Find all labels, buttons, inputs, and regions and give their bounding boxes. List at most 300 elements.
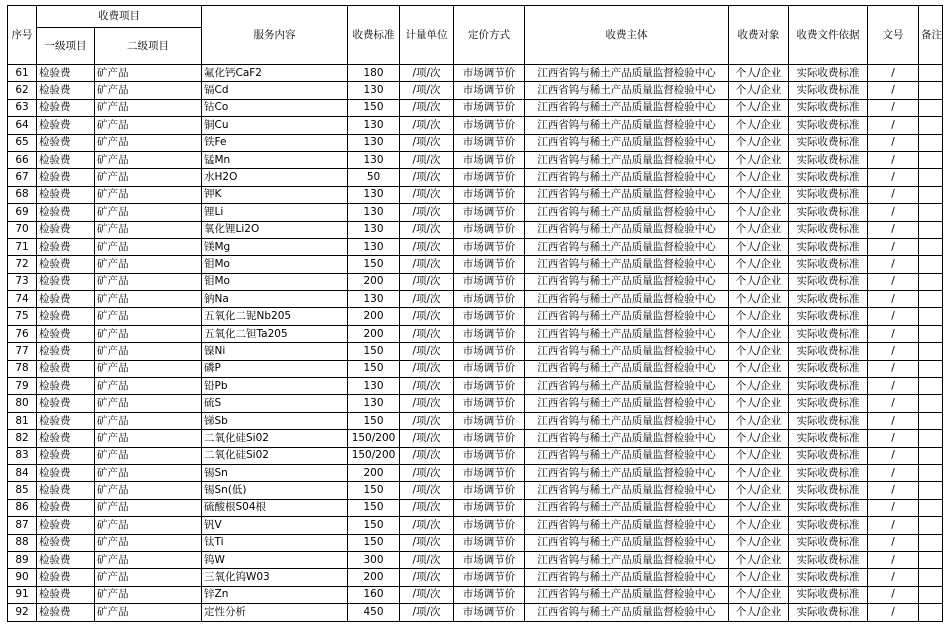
- cell-service: 镉Cd: [202, 82, 348, 99]
- cell-seq: 71: [8, 238, 37, 255]
- cell-level2: 矿产品: [95, 65, 202, 82]
- cell-pricing: 市场调节价: [454, 186, 525, 203]
- cell-level2: 矿产品: [95, 82, 202, 99]
- cell-subject: 江西省钨与稀土产品质量监督检验中心: [525, 360, 729, 377]
- cell-target: 个人/企业: [729, 360, 789, 377]
- cell-remark: [919, 221, 943, 238]
- cell-basis: 实际收费标准: [789, 186, 868, 203]
- cell-unit: /项/次: [400, 291, 454, 308]
- cell-level1: 检验费: [37, 169, 95, 186]
- cell-standard: 300: [348, 551, 400, 568]
- cell-subject: 江西省钨与稀土产品质量监督检验中心: [525, 464, 729, 481]
- cell-unit: /项/次: [400, 569, 454, 586]
- cell-subject: 江西省钨与稀土产品质量监督检验中心: [525, 134, 729, 151]
- cell-standard: 150: [348, 343, 400, 360]
- cell-level2: 矿产品: [95, 569, 202, 586]
- cell-level1: 检验费: [37, 378, 95, 395]
- cell-service: 钒V: [202, 517, 348, 534]
- cell-basis: 实际收费标准: [789, 325, 868, 342]
- cell-subject: 江西省钨与稀土产品质量监督检验中心: [525, 169, 729, 186]
- cell-level2: 矿产品: [95, 117, 202, 134]
- cell-basis: 实际收费标准: [789, 378, 868, 395]
- table-body: [8, 65, 943, 622]
- cell-level1: 检验费: [37, 82, 95, 99]
- cell-remark: [919, 151, 943, 168]
- cell-seq: 84: [8, 464, 37, 481]
- cell-standard: 200: [348, 273, 400, 290]
- cell-standard: 450: [348, 604, 400, 621]
- cell-basis: 实际收费标准: [789, 360, 868, 377]
- cell-level2: 矿产品: [95, 482, 202, 499]
- cell-basis: 实际收费标准: [789, 551, 868, 568]
- cell-service: 二氧化硅Si02: [202, 447, 348, 464]
- table-row: [8, 395, 943, 412]
- table-row: [8, 464, 943, 481]
- cell-level1: 检验费: [37, 117, 95, 134]
- cell-remark: [919, 395, 943, 412]
- cell-subject: 江西省钨与稀土产品质量监督检验中心: [525, 412, 729, 429]
- table-row: [8, 360, 943, 377]
- table-row: [8, 117, 943, 134]
- cell-subject: 江西省钨与稀土产品质量监督检验中心: [525, 82, 729, 99]
- cell-doc-no: /: [868, 186, 919, 203]
- cell-service: 钾K: [202, 186, 348, 203]
- cell-unit: /项/次: [400, 134, 454, 151]
- cell-service: 铁Fe: [202, 134, 348, 151]
- cell-pricing: 市场调节价: [454, 151, 525, 168]
- cell-target: 个人/企业: [729, 412, 789, 429]
- cell-subject: 江西省钨与稀土产品质量监督检验中心: [525, 482, 729, 499]
- cell-service: 氟化钙CaF2: [202, 65, 348, 82]
- cell-subject: 江西省钨与稀土产品质量监督检验中心: [525, 517, 729, 534]
- cell-pricing: 市场调节价: [454, 360, 525, 377]
- cell-standard: 180: [348, 65, 400, 82]
- header-target: 收费对象: [729, 6, 789, 65]
- table-row: [8, 378, 943, 395]
- cell-doc-no: /: [868, 551, 919, 568]
- cell-seq: 90: [8, 569, 37, 586]
- cell-seq: 88: [8, 534, 37, 551]
- cell-pricing: 市场调节价: [454, 499, 525, 516]
- cell-target: 个人/企业: [729, 238, 789, 255]
- cell-level1: 检验费: [37, 447, 95, 464]
- cell-basis: 实际收费标准: [789, 65, 868, 82]
- table-row: [8, 517, 943, 534]
- header-doc-no: 文号: [868, 6, 919, 65]
- cell-remark: [919, 169, 943, 186]
- cell-level1: 检验费: [37, 134, 95, 151]
- cell-target: 个人/企业: [729, 65, 789, 82]
- cell-level1: 检验费: [37, 482, 95, 499]
- cell-pricing: 市场调节价: [454, 134, 525, 151]
- cell-level2: 矿产品: [95, 256, 202, 273]
- table-row: [8, 186, 943, 203]
- cell-unit: /项/次: [400, 412, 454, 429]
- cell-level1: 检验费: [37, 238, 95, 255]
- cell-seq: 78: [8, 360, 37, 377]
- cell-basis: 实际收费标准: [789, 464, 868, 481]
- table-row: [8, 551, 943, 568]
- cell-service: 五氧化二铌Nb205: [202, 308, 348, 325]
- cell-target: 个人/企业: [729, 534, 789, 551]
- cell-remark: [919, 99, 943, 116]
- cell-doc-no: /: [868, 65, 919, 82]
- cell-basis: 实际收费标准: [789, 569, 868, 586]
- table-row: [8, 99, 943, 116]
- cell-unit: /项/次: [400, 65, 454, 82]
- cell-remark: [919, 256, 943, 273]
- cell-basis: 实际收费标准: [789, 343, 868, 360]
- cell-service: 磷P: [202, 360, 348, 377]
- cell-level2: 矿产品: [95, 325, 202, 342]
- cell-level1: 检验费: [37, 499, 95, 516]
- cell-seq: 83: [8, 447, 37, 464]
- cell-remark: [919, 378, 943, 395]
- cell-standard: 150: [348, 517, 400, 534]
- cell-level2: 矿产品: [95, 378, 202, 395]
- cell-unit: /项/次: [400, 551, 454, 568]
- cell-remark: [919, 186, 943, 203]
- cell-doc-no: /: [868, 221, 919, 238]
- cell-target: 个人/企业: [729, 604, 789, 621]
- cell-standard: 130: [348, 378, 400, 395]
- cell-pricing: 市场调节价: [454, 430, 525, 447]
- header-service: 服务内容: [202, 6, 348, 65]
- cell-remark: [919, 430, 943, 447]
- cell-standard: 130: [348, 221, 400, 238]
- cell-basis: 实际收费标准: [789, 291, 868, 308]
- cell-target: 个人/企业: [729, 82, 789, 99]
- cell-service: 钼Mo: [202, 273, 348, 290]
- cell-doc-no: /: [868, 534, 919, 551]
- cell-standard: 150: [348, 256, 400, 273]
- cell-service: 锡Sn: [202, 464, 348, 481]
- cell-standard: 130: [348, 204, 400, 221]
- cell-unit: /项/次: [400, 378, 454, 395]
- cell-doc-no: /: [868, 604, 919, 621]
- cell-seq: 89: [8, 551, 37, 568]
- cell-subject: 江西省钨与稀土产品质量监督检验中心: [525, 586, 729, 603]
- cell-level2: 矿产品: [95, 447, 202, 464]
- cell-subject: 江西省钨与稀土产品质量监督检验中心: [525, 151, 729, 168]
- cell-level1: 检验费: [37, 273, 95, 290]
- cell-unit: /项/次: [400, 517, 454, 534]
- cell-pricing: 市场调节价: [454, 82, 525, 99]
- cell-doc-no: /: [868, 499, 919, 516]
- cell-target: 个人/企业: [729, 378, 789, 395]
- cell-service: 五氧化二钽Ta205: [202, 325, 348, 342]
- cell-doc-no: /: [868, 291, 919, 308]
- cell-standard: 130: [348, 291, 400, 308]
- cell-pricing: 市场调节价: [454, 378, 525, 395]
- cell-service: 钼Mo: [202, 256, 348, 273]
- cell-subject: 江西省钨与稀土产品质量监督检验中心: [525, 499, 729, 516]
- cell-standard: 200: [348, 569, 400, 586]
- table-row: [8, 604, 943, 621]
- cell-remark: [919, 238, 943, 255]
- cell-pricing: 市场调节价: [454, 221, 525, 238]
- cell-standard: 130: [348, 395, 400, 412]
- cell-seq: 87: [8, 517, 37, 534]
- cell-subject: 江西省钨与稀土产品质量监督检验中心: [525, 447, 729, 464]
- cell-basis: 实际收费标准: [789, 221, 868, 238]
- cell-remark: [919, 517, 943, 534]
- header-pricing: 定价方式: [454, 6, 525, 65]
- cell-pricing: 市场调节价: [454, 447, 525, 464]
- cell-unit: /项/次: [400, 604, 454, 621]
- cell-remark: [919, 308, 943, 325]
- cell-remark: [919, 204, 943, 221]
- cell-seq: 70: [8, 221, 37, 238]
- table-row: [8, 204, 943, 221]
- cell-unit: /项/次: [400, 169, 454, 186]
- cell-standard: 130: [348, 151, 400, 168]
- cell-remark: [919, 604, 943, 621]
- cell-subject: 江西省钨与稀土产品质量监督检验中心: [525, 117, 729, 134]
- cell-basis: 实际收费标准: [789, 151, 868, 168]
- cell-remark: [919, 325, 943, 342]
- cell-service: 锰Mn: [202, 151, 348, 168]
- cell-doc-no: /: [868, 273, 919, 290]
- cell-subject: 江西省钨与稀土产品质量监督检验中心: [525, 604, 729, 621]
- cell-seq: 75: [8, 308, 37, 325]
- cell-target: 个人/企业: [729, 256, 789, 273]
- cell-remark: [919, 569, 943, 586]
- cell-doc-no: /: [868, 569, 919, 586]
- cell-service: 硫S: [202, 395, 348, 412]
- cell-remark: [919, 551, 943, 568]
- cell-basis: 实际收费标准: [789, 99, 868, 116]
- cell-level1: 检验费: [37, 186, 95, 203]
- cell-remark: [919, 134, 943, 151]
- cell-unit: /项/次: [400, 482, 454, 499]
- table-row: [8, 325, 943, 342]
- cell-level1: 检验费: [37, 464, 95, 481]
- cell-service: 钨W: [202, 551, 348, 568]
- cell-standard: 150: [348, 482, 400, 499]
- table-row: [8, 273, 943, 290]
- cell-pricing: 市场调节价: [454, 586, 525, 603]
- cell-unit: /项/次: [400, 186, 454, 203]
- cell-level2: 矿产品: [95, 204, 202, 221]
- table-row: [8, 256, 943, 273]
- cell-target: 个人/企业: [729, 273, 789, 290]
- cell-standard: 150/200: [348, 430, 400, 447]
- cell-doc-no: /: [868, 482, 919, 499]
- cell-subject: 江西省钨与稀土产品质量监督检验中心: [525, 238, 729, 255]
- cell-subject: 江西省钨与稀土产品质量监督检验中心: [525, 569, 729, 586]
- cell-service: 锑Sb: [202, 412, 348, 429]
- cell-unit: /项/次: [400, 360, 454, 377]
- header-standard: 收费标准: [348, 6, 400, 65]
- cell-level1: 检验费: [37, 291, 95, 308]
- cell-target: 个人/企业: [729, 569, 789, 586]
- cell-standard: 130: [348, 238, 400, 255]
- table-row: [8, 82, 943, 99]
- header-fee-item: 收费项目: [37, 6, 202, 28]
- cell-pricing: 市场调节价: [454, 238, 525, 255]
- header-unit: 计量单位: [400, 6, 454, 65]
- cell-remark: [919, 482, 943, 499]
- cell-standard: 200: [348, 325, 400, 342]
- cell-target: 个人/企业: [729, 308, 789, 325]
- cell-level1: 检验费: [37, 551, 95, 568]
- cell-level2: 矿产品: [95, 99, 202, 116]
- cell-target: 个人/企业: [729, 586, 789, 603]
- cell-unit: /项/次: [400, 238, 454, 255]
- cell-doc-no: /: [868, 169, 919, 186]
- cell-basis: 实际收费标准: [789, 273, 868, 290]
- cell-level1: 检验费: [37, 586, 95, 603]
- cell-doc-no: /: [868, 134, 919, 151]
- cell-unit: /项/次: [400, 325, 454, 342]
- cell-level2: 矿产品: [95, 343, 202, 360]
- cell-basis: 实际收费标准: [789, 482, 868, 499]
- cell-pricing: 市场调节价: [454, 343, 525, 360]
- cell-level2: 矿产品: [95, 273, 202, 290]
- cell-basis: 实际收费标准: [789, 447, 868, 464]
- cell-target: 个人/企业: [729, 169, 789, 186]
- cell-target: 个人/企业: [729, 291, 789, 308]
- cell-level2: 矿产品: [95, 238, 202, 255]
- cell-seq: 76: [8, 325, 37, 342]
- cell-remark: [919, 343, 943, 360]
- cell-service: 铅Pb: [202, 378, 348, 395]
- cell-service: 水H2O: [202, 169, 348, 186]
- cell-service: 锂Li: [202, 204, 348, 221]
- cell-seq: 69: [8, 204, 37, 221]
- cell-level1: 检验费: [37, 256, 95, 273]
- cell-service: 钴Co: [202, 99, 348, 116]
- cell-seq: 79: [8, 378, 37, 395]
- table-row: [8, 586, 943, 603]
- cell-seq: 67: [8, 169, 37, 186]
- cell-pricing: 市场调节价: [454, 65, 525, 82]
- cell-standard: 130: [348, 117, 400, 134]
- cell-seq: 63: [8, 99, 37, 116]
- cell-level2: 矿产品: [95, 534, 202, 551]
- cell-target: 个人/企业: [729, 151, 789, 168]
- cell-standard: 160: [348, 586, 400, 603]
- cell-basis: 实际收费标准: [789, 82, 868, 99]
- cell-subject: 江西省钨与稀土产品质量监督检验中心: [525, 186, 729, 203]
- cell-basis: 实际收费标准: [789, 117, 868, 134]
- cell-level1: 检验费: [37, 604, 95, 621]
- cell-pricing: 市场调节价: [454, 117, 525, 134]
- cell-subject: 江西省钨与稀土产品质量监督检验中心: [525, 343, 729, 360]
- cell-level2: 矿产品: [95, 395, 202, 412]
- cell-subject: 江西省钨与稀土产品质量监督检验中心: [525, 204, 729, 221]
- cell-level1: 检验费: [37, 517, 95, 534]
- cell-pricing: 市场调节价: [454, 604, 525, 621]
- cell-standard: 200: [348, 308, 400, 325]
- table-row: [8, 482, 943, 499]
- cell-level2: 矿产品: [95, 464, 202, 481]
- cell-standard: 150: [348, 360, 400, 377]
- cell-doc-no: /: [868, 325, 919, 342]
- cell-target: 个人/企业: [729, 325, 789, 342]
- header-level1: 一级项目: [37, 28, 95, 65]
- cell-unit: /项/次: [400, 117, 454, 134]
- cell-level1: 检验费: [37, 325, 95, 342]
- cell-target: 个人/企业: [729, 117, 789, 134]
- cell-subject: 江西省钨与稀土产品质量监督检验中心: [525, 430, 729, 447]
- cell-subject: 江西省钨与稀土产品质量监督检验中心: [525, 99, 729, 116]
- cell-basis: 实际收费标准: [789, 586, 868, 603]
- cell-doc-no: /: [868, 517, 919, 534]
- table-row: [8, 291, 943, 308]
- cell-seq: 80: [8, 395, 37, 412]
- cell-pricing: 市场调节价: [454, 551, 525, 568]
- table-row: [8, 221, 943, 238]
- cell-pricing: 市场调节价: [454, 169, 525, 186]
- cell-target: 个人/企业: [729, 343, 789, 360]
- cell-doc-no: /: [868, 256, 919, 273]
- cell-doc-no: /: [868, 238, 919, 255]
- table-row: [8, 343, 943, 360]
- cell-unit: /项/次: [400, 447, 454, 464]
- table-row: [8, 134, 943, 151]
- cell-level2: 矿产品: [95, 308, 202, 325]
- cell-subject: 江西省钨与稀土产品质量监督检验中心: [525, 325, 729, 342]
- cell-seq: 61: [8, 65, 37, 82]
- cell-target: 个人/企业: [729, 395, 789, 412]
- cell-unit: /项/次: [400, 430, 454, 447]
- cell-subject: 江西省钨与稀土产品质量监督检验中心: [525, 378, 729, 395]
- cell-unit: /项/次: [400, 256, 454, 273]
- cell-remark: [919, 586, 943, 603]
- cell-target: 个人/企业: [729, 551, 789, 568]
- cell-service: 镁Mg: [202, 238, 348, 255]
- cell-basis: 实际收费标准: [789, 256, 868, 273]
- cell-level2: 矿产品: [95, 360, 202, 377]
- cell-seq: 66: [8, 151, 37, 168]
- cell-basis: 实际收费标准: [789, 395, 868, 412]
- cell-level1: 检验费: [37, 65, 95, 82]
- cell-unit: /项/次: [400, 464, 454, 481]
- cell-level2: 矿产品: [95, 169, 202, 186]
- cell-basis: 实际收费标准: [789, 134, 868, 151]
- cell-level1: 检验费: [37, 360, 95, 377]
- table-header: [8, 6, 943, 65]
- cell-remark: [919, 360, 943, 377]
- cell-standard: 200: [348, 464, 400, 481]
- cell-doc-no: /: [868, 395, 919, 412]
- cell-level2: 矿产品: [95, 291, 202, 308]
- cell-level2: 矿产品: [95, 499, 202, 516]
- cell-pricing: 市场调节价: [454, 412, 525, 429]
- cell-doc-no: /: [868, 447, 919, 464]
- cell-seq: 73: [8, 273, 37, 290]
- table-row: [8, 238, 943, 255]
- cell-target: 个人/企业: [729, 134, 789, 151]
- cell-remark: [919, 291, 943, 308]
- cell-pricing: 市场调节价: [454, 569, 525, 586]
- cell-pricing: 市场调节价: [454, 308, 525, 325]
- cell-unit: /项/次: [400, 99, 454, 116]
- cell-target: 个人/企业: [729, 99, 789, 116]
- cell-service: 锌Zn: [202, 586, 348, 603]
- cell-doc-no: /: [868, 464, 919, 481]
- cell-seq: 86: [8, 499, 37, 516]
- cell-service: 钠Na: [202, 291, 348, 308]
- cell-level1: 检验费: [37, 430, 95, 447]
- cell-level1: 检验费: [37, 151, 95, 168]
- cell-unit: /项/次: [400, 586, 454, 603]
- cell-seq: 74: [8, 291, 37, 308]
- cell-seq: 77: [8, 343, 37, 360]
- cell-level1: 检验费: [37, 343, 95, 360]
